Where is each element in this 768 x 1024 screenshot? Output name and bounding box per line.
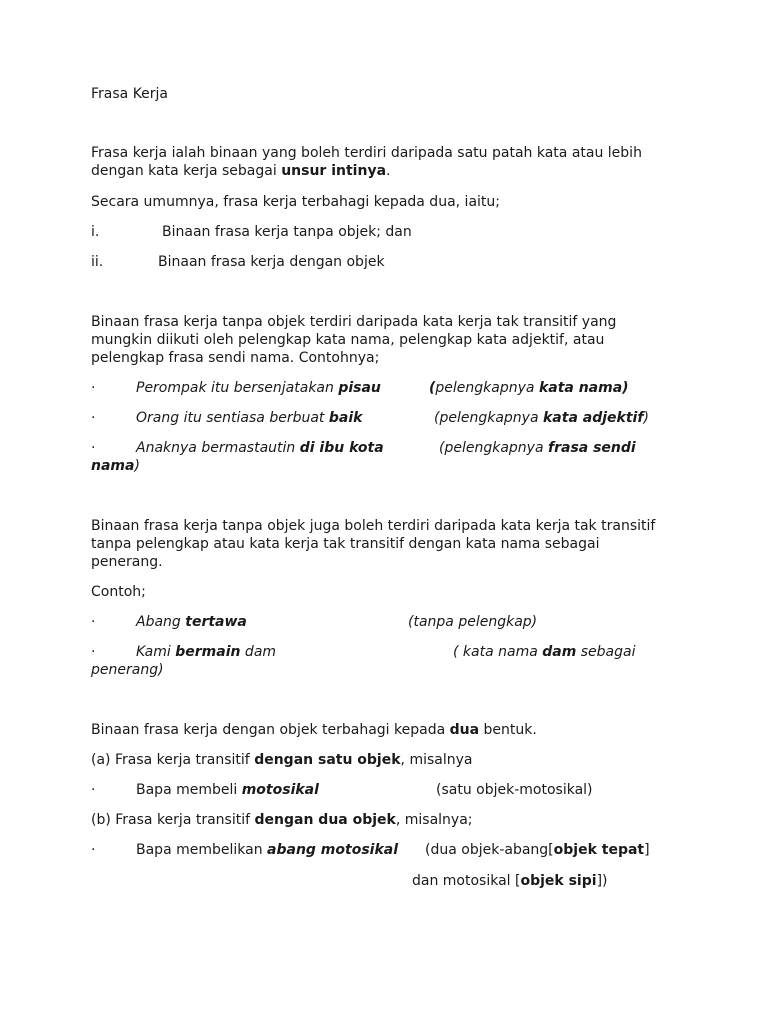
list-text: Binaan frasa kerja dengan objek — [158, 254, 385, 270]
paragraph-1-text: dengan kata kerja sebagai — [91, 163, 282, 179]
list-number: ii. — [91, 254, 104, 270]
paragraph-4-line-3: penerang. — [91, 554, 163, 570]
paragraph-1-bold: unsur intinya — [281, 163, 387, 179]
example-row — [91, 781, 593, 799]
document-title: Frasa Kerja — [91, 86, 169, 102]
paragraph-1-line-2 — [91, 162, 390, 180]
example-note: ( kata nama dam sebagai — [453, 644, 636, 660]
contoh-label: Contoh; — [91, 584, 146, 600]
bullet: · — [91, 410, 96, 426]
example-note-continuation: nama) — [91, 458, 140, 474]
example-row — [91, 439, 636, 457]
example-note: (pelengkapnya kata nama) — [429, 380, 629, 396]
paragraph-3-line-2: mungkin diikuti oleh pelengkap kata nama, pelengkap kata adjektif, atau — [91, 332, 605, 348]
example-note: (pelengkapnya kata adjektif) — [434, 410, 649, 426]
bullet: · — [91, 440, 96, 456]
example-row — [91, 643, 636, 661]
list-text: Binaan frasa kerja tanpa objek; dan — [162, 224, 412, 240]
bullet: · — [91, 614, 96, 630]
paragraph-2: Secara umumnya, frasa kerja terbahagi kepada dua, iaitu; — [91, 194, 500, 210]
example-sentence: Perompak itu bersenjatakan pisau — [136, 380, 381, 396]
example-note: (tanpa pelengkap) — [408, 614, 538, 630]
example-sentence: Kami bermain dam — [136, 644, 277, 660]
paragraph-4-line-1: Binaan frasa kerja tanpa objek juga boleh terdiri daripada kata kerja tak transitif — [91, 518, 656, 534]
example-sentence: Orang itu sentiasa berbuat baik — [136, 410, 363, 426]
example-row — [91, 841, 650, 859]
example-note: (dua objek-abang[objek tepat] — [425, 842, 650, 858]
list-item — [91, 253, 385, 271]
example-note: (satu objek-motosikal) — [436, 782, 593, 798]
paragraph-5: Binaan frasa kerja dengan objek terbahagi kepada dua bentuk. — [91, 722, 537, 738]
paragraph-3-line-1: Binaan frasa kerja tanpa objek terdiri daripada kata kerja tak transitif yang — [91, 314, 617, 330]
example-note-continuation: penerang) — [91, 662, 164, 678]
paragraph-4-line-2: tanpa pelengkap atau kata kerja tak transitif dengan kata nama sebagai — [91, 536, 600, 552]
example-row — [91, 409, 649, 427]
example-sentence: Abang tertawa — [136, 614, 247, 630]
list-item — [91, 223, 412, 241]
example-note-continuation: dan motosikal [objek sipi]) — [412, 873, 608, 889]
example-sentence: Anaknya bermastautin di ibu kota — [136, 440, 384, 456]
subsection-a: (a) Frasa kerja transitif dengan satu objek, misalnya — [91, 752, 473, 768]
example-row — [91, 379, 629, 397]
paragraph-3-line-3: pelengkap frasa sendi nama. Contohnya; — [91, 350, 380, 366]
list-number: i. — [91, 224, 100, 240]
example-row — [91, 613, 538, 631]
example-sentence: Bapa membelikan abang motosikal — [136, 842, 399, 858]
bullet: · — [91, 644, 96, 660]
paragraph-1-period: . — [386, 163, 391, 179]
example-note: (pelengkapnya frasa sendi — [439, 440, 636, 456]
example-sentence: Bapa membeli motosikal — [136, 782, 319, 798]
bullet: · — [91, 380, 96, 396]
paragraph-1-line-1: Frasa kerja ialah binaan yang boleh terdiri daripada satu patah kata atau lebih — [91, 145, 642, 161]
bullet: · — [91, 842, 96, 858]
bullet: · — [91, 782, 96, 798]
subsection-b: (b) Frasa kerja transitif dengan dua objek, misalnya; — [91, 812, 473, 828]
